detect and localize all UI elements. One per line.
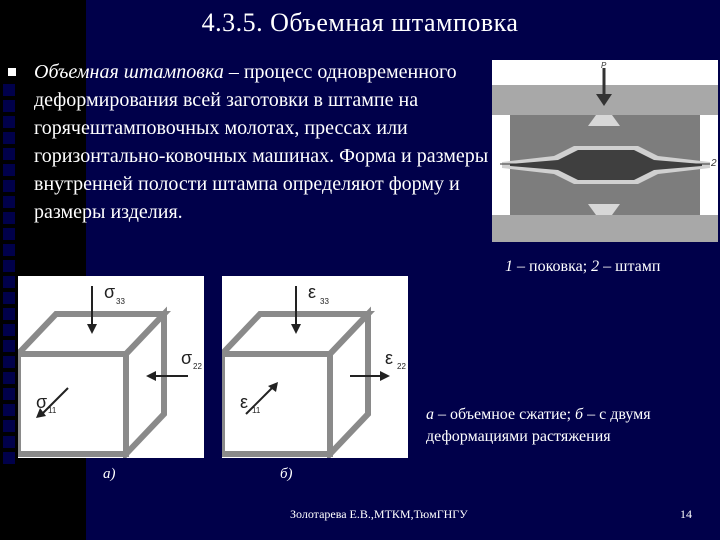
cube-a-front-face: [18, 354, 126, 454]
figure-label-a: а): [103, 466, 116, 482]
point-label-1: 1: [494, 160, 500, 171]
slide-title: 4.3.5. Объемная штамповка: [201, 8, 519, 37]
cube-b-front-sub: 11: [252, 406, 261, 415]
die-diagram-svg: [492, 60, 718, 242]
cube-caption-b: б: [575, 406, 584, 423]
cube-caption-a-text: – объемное сжатие;: [434, 406, 576, 423]
cube-a-front-symbol: σ: [36, 392, 48, 412]
decor-squares: [3, 84, 15, 468]
cube-b-side-arrowhead: [380, 371, 390, 381]
bullet-marker: [8, 68, 16, 76]
cube-b-side-sub: 22: [397, 362, 406, 371]
cube-b-side-symbol: ε: [385, 348, 394, 368]
cube-a-side-symbol: σ: [181, 348, 193, 368]
cube-caption: [426, 404, 716, 448]
footer-author: Золотарева Е.В.,МТКМ,ТюмГНГУ: [290, 507, 468, 521]
force-label: P: [601, 61, 607, 70]
cube-b-front-symbol: ε: [240, 392, 249, 412]
lower-die-plate: [492, 215, 718, 242]
caption-text-2: – штамп: [599, 258, 661, 275]
page-number: 14: [680, 507, 692, 521]
figure-label-b: б): [280, 466, 293, 482]
cube-caption-a: а: [426, 406, 434, 423]
cube-b-svg: [222, 276, 408, 458]
cube-compression: [18, 276, 204, 458]
die-diagram: [492, 60, 718, 242]
die-caption: [505, 258, 660, 276]
definition-term: Объемная штамповка: [34, 61, 224, 83]
caption-num-1: 1: [505, 258, 513, 275]
cube-a-side-sub: 22: [193, 362, 202, 371]
cube-tension: [222, 276, 408, 458]
caption-num-2: 2: [591, 258, 600, 275]
cube-a-svg: [18, 276, 204, 458]
cube-a-front-sub: 11: [48, 406, 57, 415]
cube-b-front-face: [222, 354, 330, 454]
cube-b-top-sub: 33: [320, 297, 329, 306]
cube-b-top-symbol: ε: [308, 282, 317, 302]
cube-caption-b-text: – с двумя деформациями растяжения: [426, 406, 651, 445]
point-label-2: 2: [711, 158, 717, 169]
cube-a-top-sub: 33: [116, 297, 125, 306]
caption-text-1: – поковка;: [513, 258, 592, 275]
definition-text: – процесс одновременного деформирования всей заготовки в штампе на горячештамповочных молотах, прессах или горизонтально-ковочных машинах. Форма и размеры внутренней полости штампа определяют форму и размеры изделия.: [34, 61, 489, 223]
definition-paragraph: [34, 58, 494, 226]
cube-a-top-symbol: σ: [104, 282, 116, 302]
